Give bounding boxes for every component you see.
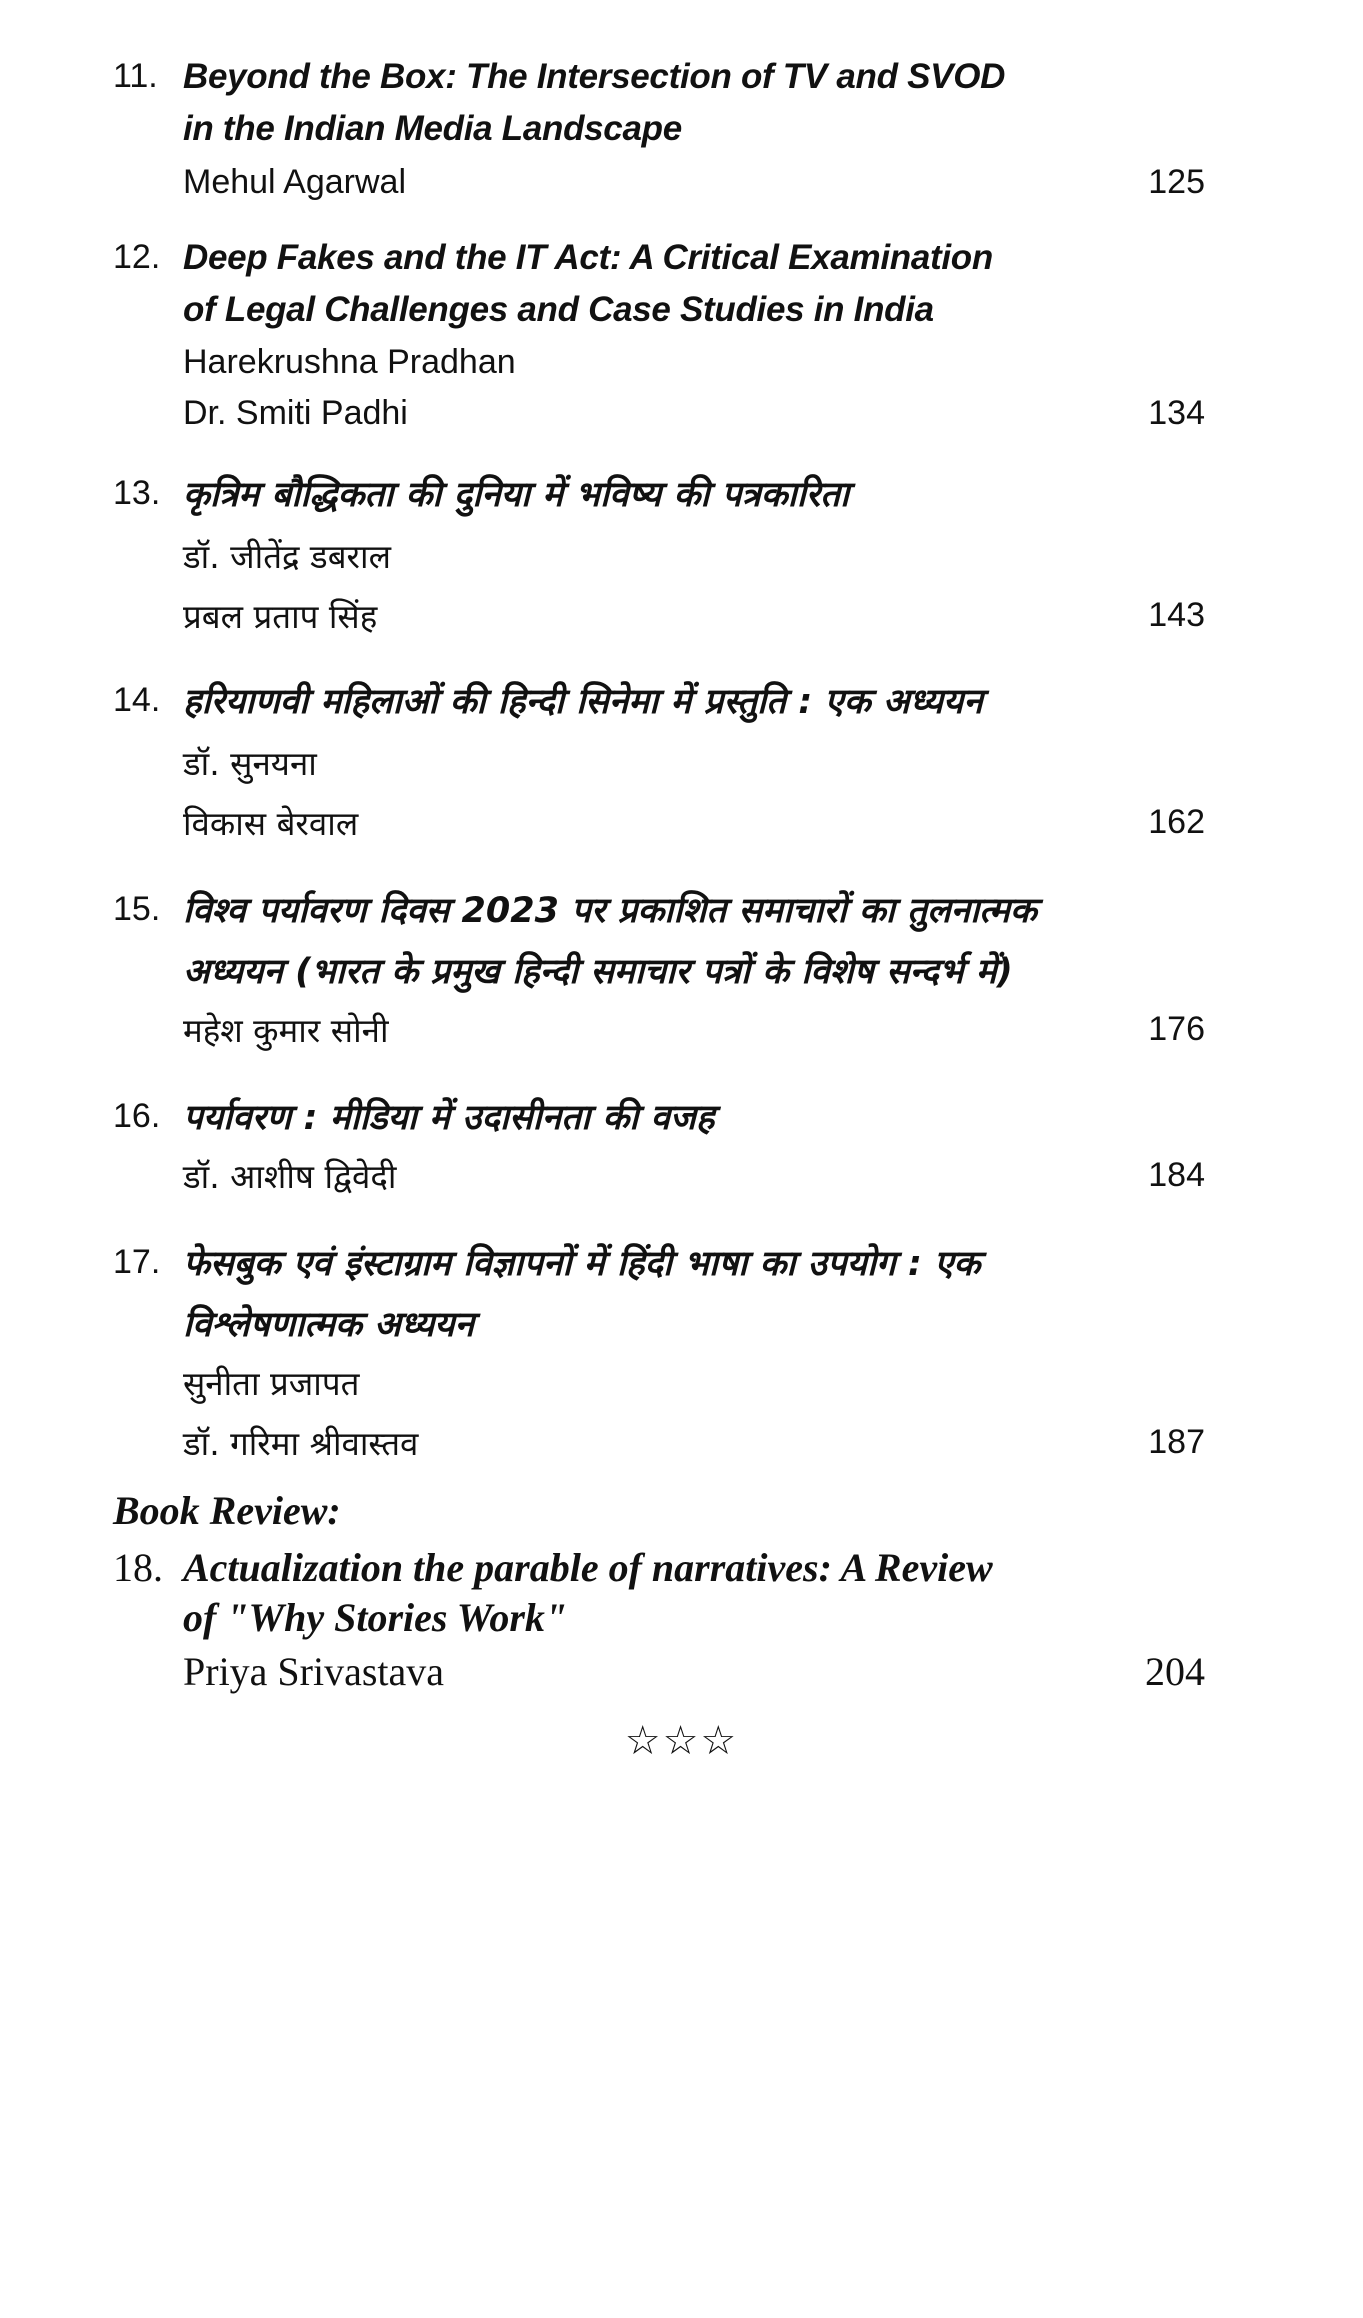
entry-author: डॉ. आशीष द्विवेदी bbox=[183, 1157, 397, 1196]
entry-number: 11. bbox=[113, 57, 158, 95]
entry-title-line: Actualization the parable of narratives: A Review bbox=[183, 1545, 993, 1590]
entry-page-number: 143 bbox=[1148, 596, 1205, 634]
entry-author: Priya Srivastava bbox=[183, 1649, 445, 1694]
entry-author: Dr. Smiti Padhi bbox=[183, 394, 408, 432]
entry-author: सुनीता प्रजापत bbox=[183, 1364, 360, 1403]
entry-title-line: विश्लेषणात्मक अध्ययन bbox=[183, 1305, 475, 1345]
entry-number: 14. bbox=[113, 681, 161, 719]
entry-title-line: of "Why Stories Work" bbox=[183, 1595, 568, 1640]
entry-author: Harekrushna Pradhan bbox=[183, 343, 516, 381]
entry-title-line: Deep Fakes and the IT Act: A Critical Examination bbox=[183, 238, 993, 277]
entry-page-number: 176 bbox=[1148, 1010, 1205, 1048]
entry-number: 12. bbox=[113, 238, 161, 276]
entry-title-line: पर्यावरण : मीडिया में उदासीनता की वजह bbox=[183, 1098, 715, 1138]
entry-number: 13. bbox=[113, 474, 161, 512]
entry-page-number: 204 bbox=[1145, 1649, 1205, 1694]
end-stars-ornament: ☆☆☆ bbox=[624, 1718, 739, 1764]
entry-number: 17. bbox=[113, 1243, 161, 1281]
entry-title-line: Beyond the Box: The Intersection of TV and SVOD bbox=[183, 57, 1006, 96]
entry-author: डॉ. गरिमा श्रीवास्तव bbox=[183, 1424, 419, 1463]
entry-title-line: विश्व पर्यावरण दिवस 2023 पर प्रकाशित समाचारों का तुलनात्मक bbox=[183, 891, 1037, 931]
entry-page-number: 134 bbox=[1148, 394, 1205, 432]
entry-page-number: 187 bbox=[1148, 1423, 1205, 1461]
entry-author: विकास बेरवाल bbox=[183, 804, 359, 843]
entry-title-line: अध्ययन (भारत के प्रमुख हिन्दी समाचार पत्रों के विशेष सन्दर्भ में) bbox=[183, 952, 1013, 992]
entry-author: डॉ. जीतेंद्र डबराल bbox=[183, 537, 391, 576]
entry-author: Mehul Agarwal bbox=[183, 163, 407, 201]
entry-number: 18. bbox=[113, 1545, 163, 1590]
entry-title-line: in the Indian Media Landscape bbox=[183, 109, 682, 148]
entry-number: 16. bbox=[113, 1097, 161, 1135]
entry-page-number: 184 bbox=[1148, 1156, 1205, 1194]
entry-title-line: फेसबुक एवं इंस्टाग्राम विज्ञापनों में हिंदी भाषा का उपयोग : एक bbox=[183, 1244, 981, 1284]
entry-author: महेश कुमार सोनी bbox=[183, 1011, 389, 1050]
entry-page-number: 162 bbox=[1148, 803, 1205, 841]
entry-author: प्रबल प्रताप सिंह bbox=[183, 597, 378, 636]
book-review-heading: Book Review: bbox=[113, 1488, 341, 1533]
entry-page-number: 125 bbox=[1148, 163, 1205, 201]
entry-title-line: कृत्रिम बौद्धिकता की दुनिया में भविष्य की पत्रकारिता bbox=[183, 475, 850, 515]
entry-title-line: of Legal Challenges and Case Studies in India bbox=[183, 290, 934, 329]
entry-title-line: हरियाणवी महिलाओं की हिन्दी सिनेमा में प्रस्तुति : एक अध्ययन bbox=[183, 682, 983, 722]
entry-number: 15. bbox=[113, 890, 161, 928]
entry-author: डॉ. सुनयना bbox=[183, 744, 317, 783]
